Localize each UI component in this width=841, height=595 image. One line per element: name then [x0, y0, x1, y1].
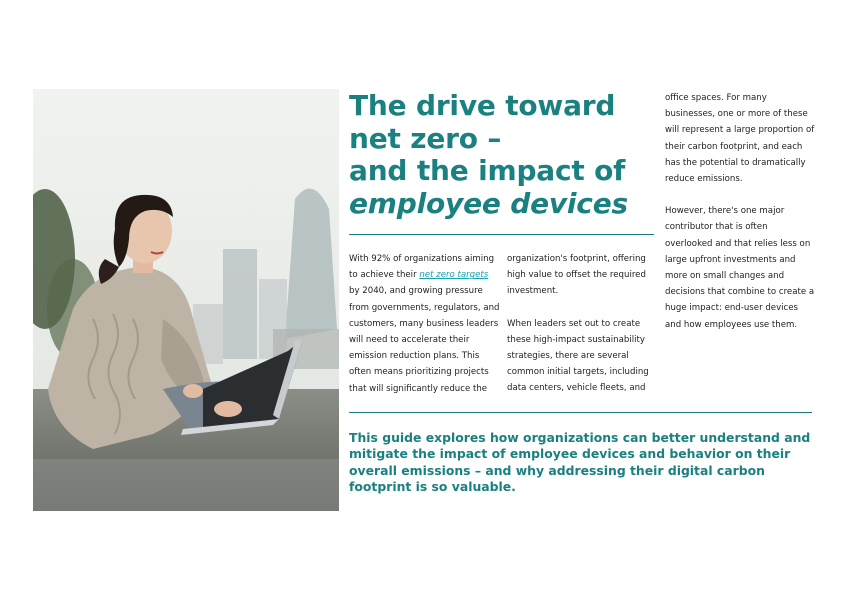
woman-with-laptop-photo — [33, 89, 339, 511]
title-divider — [349, 234, 654, 235]
title-line-1: The drive toward — [349, 89, 616, 122]
summary-divider — [349, 412, 812, 413]
body-paragraph: organization's footprint, offering high value to offset the required investment. — [507, 254, 646, 297]
body-text: by 2040, and growing pressure from governments, regulators, and customers, many business leaders will need to accelerate their emission reduction plans. This often means prioritizing projects that will significantly reduce the — [349, 286, 500, 394]
title-line-4: employee devices — [349, 186, 628, 220]
title-line-3: and the impact of — [349, 154, 626, 187]
net-zero-targets-link[interactable]: net zero targets — [419, 270, 489, 281]
body-column-3 — [665, 90, 815, 333]
title-line-2: net zero – — [349, 121, 502, 155]
body-text: With 92% of organizations aiming to achieve their — [349, 254, 495, 281]
body-paragraph — [349, 251, 501, 397]
body-paragraph: However, there's one major contributor that is often overlooked and that relies less on large upfront investments and more on small changes and decisions that combine to create a huge impact: end-user devices and how employees use them. — [665, 206, 815, 330]
article-title — [349, 90, 649, 220]
body-column-1 — [349, 251, 501, 397]
body-paragraph: office spaces. For many businesses, one or more of these will represent a large proportion of their carbon footprint, and each has the potential to dramatically reduce emissions. — [665, 93, 815, 185]
body-paragraph: When leaders set out to create these high-impact sustainability strategies, there are several common initial targets, including data centers, vehicle fleets, and — [507, 318, 649, 394]
summary-callout: This guide explores how organizations can better understand and mitigate the impact of employee devices and behavior on their overall emissions – and why addressing their digital carbon footprint is so valuable. — [349, 430, 811, 494]
body-column-2 — [507, 251, 655, 397]
